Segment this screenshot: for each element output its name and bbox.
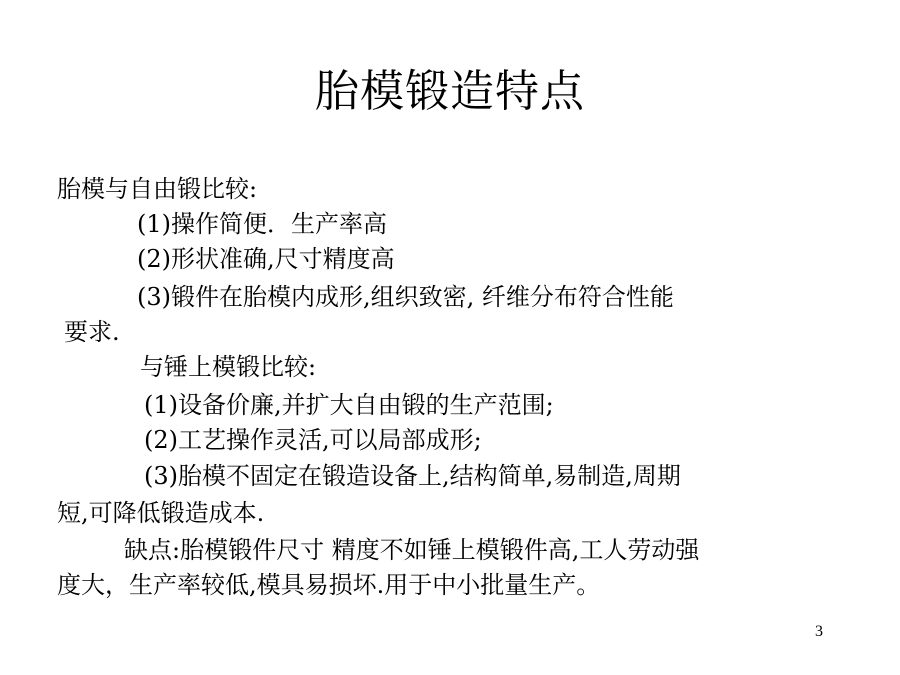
point-2-process: (2)工艺操作灵活,可以局部成形; bbox=[144, 426, 482, 454]
section-heading-hammer-forging: 与锤上模锻比较: bbox=[140, 353, 317, 381]
point-1-equipment: (1)设备价廉,并扩大自由锻的生产范围; bbox=[144, 391, 554, 419]
page-number: 3 bbox=[815, 623, 823, 640]
point-2-shape: (2)形状准确,尺寸精度高 bbox=[137, 245, 395, 273]
point-3-continuation: 要求. bbox=[64, 318, 120, 346]
disadvantages-line-1: 缺点:胎模锻件尺寸 精度不如锤上模锻件高,工人劳动强 bbox=[124, 536, 700, 564]
slide-title: 胎模锻造特点 bbox=[315, 66, 585, 117]
disadvantages-line-2: 度大，生产率较低,模具易损坏.用于中小批量生产。 bbox=[57, 571, 601, 599]
point-3-die-continuation: 短,可降低锻造成本. bbox=[57, 499, 265, 527]
section-heading-free-forging: 胎模与自由锻比较: bbox=[57, 175, 258, 203]
point-3-die: (3)胎模不固定在锻造设备上,结构简单,易制造,周期 bbox=[144, 462, 681, 490]
point-3-forging: (3)锻件在胎模内成形,组织致密, 纤维分布符合性能 bbox=[137, 283, 674, 311]
point-1-operation: (1)操作简便．生产率高 bbox=[137, 210, 387, 238]
